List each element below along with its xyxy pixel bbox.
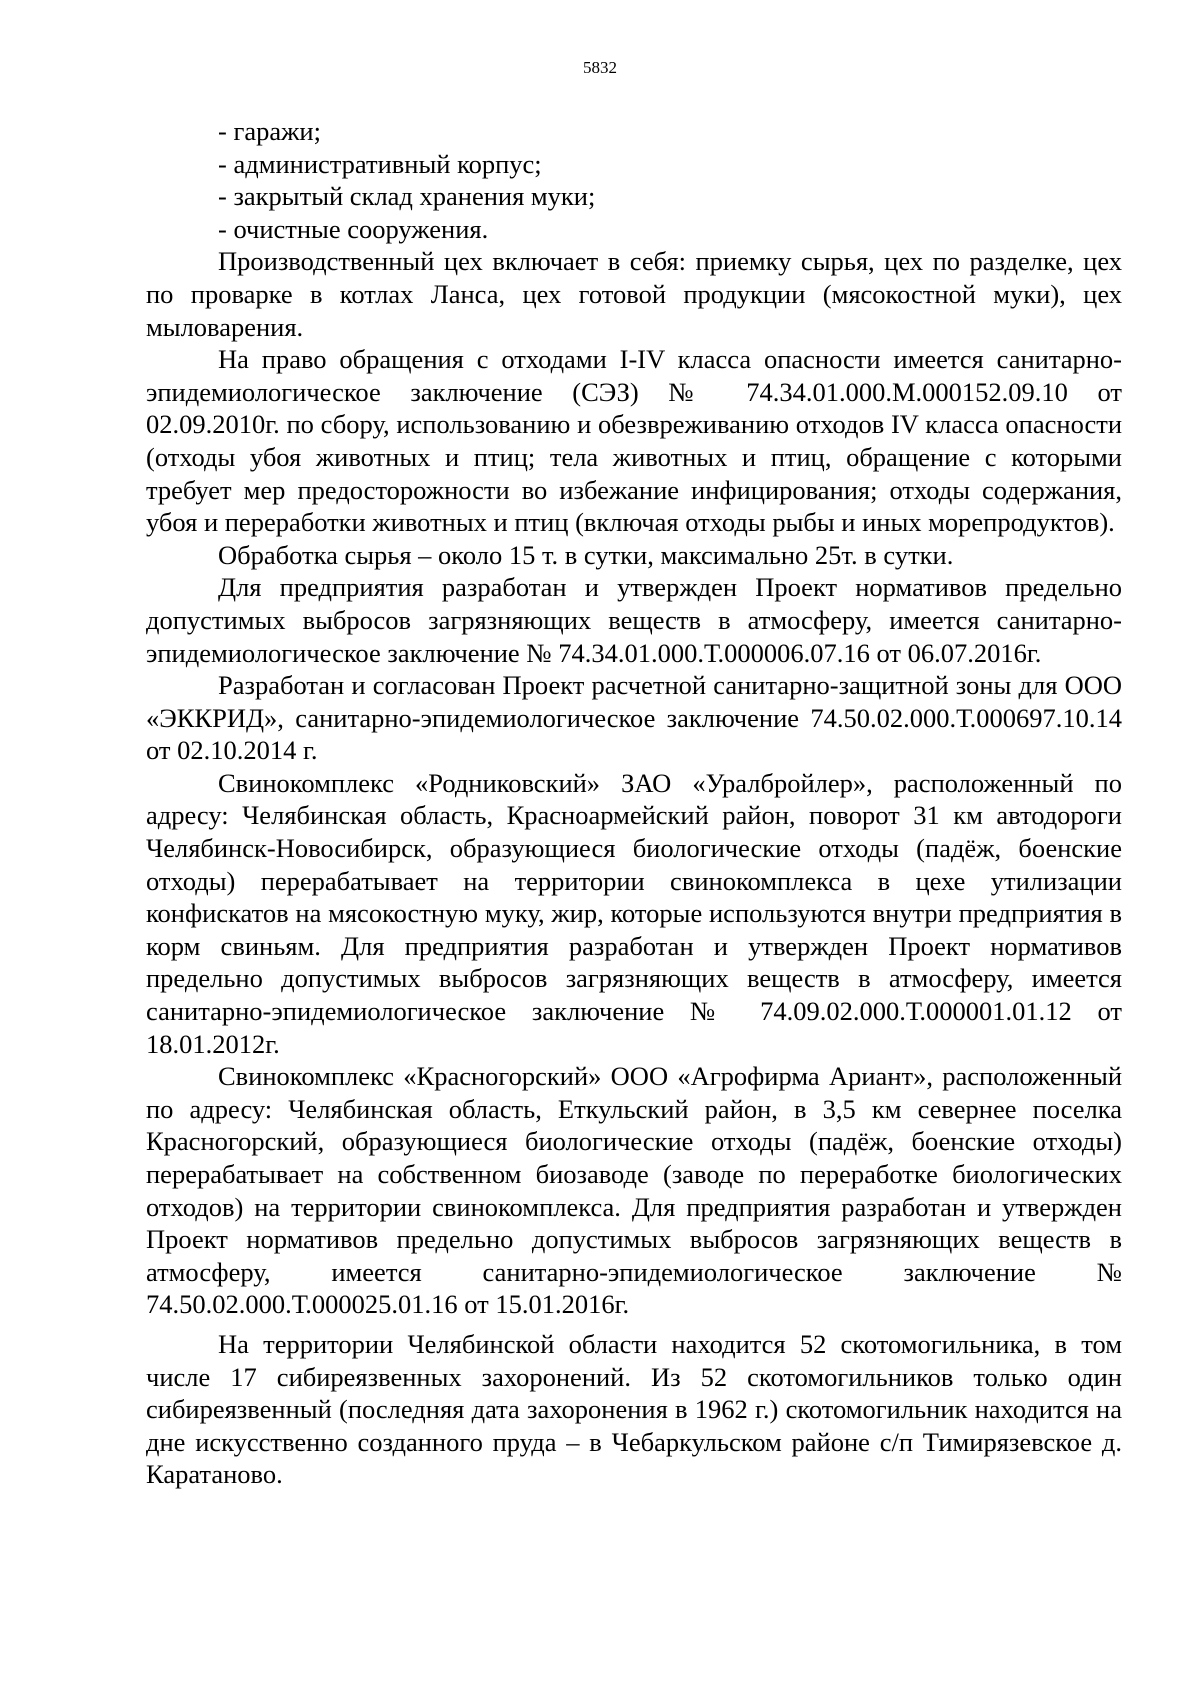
page-content [146,115,1122,1491]
page-number: 5832 [583,58,617,77]
list-item-admin-building: - административный корпус; [218,148,542,179]
paragraph-production-shop: Производственный цех включает в себя: приемку сырья, цех по разделке, цех по проварке в котлах Ланса, цех готовой продукции (мясокостной муки), цех мыловарения. [146,246,1122,342]
list-item-garages: - гаражи; [218,116,321,146]
paragraph-raw-processing: Обработка сырья – около 15 т. в сутки, максимально 25т. в сутки. [218,539,954,570]
list-item-flour-warehouse: - закрытый склад хранения муки; [218,181,596,212]
list-item-treatment-facilities: - очистные сооружения. [218,213,489,244]
paragraph-cattle-burial-grounds: На территории Челябинской области находится 52 скотомогильника, в том числе 17 сибиреязвенных захоронений. Из 52 скотомогильников только один сибиреязвенный (последняя дата захоронения в 1962 г.) скотомогильник находится на дне искусственно созданного пруда – в Чебаркульском районе с/п Тимирязевское д. Каратаново. [146,1328,1122,1490]
paragraph-waste-handling-license: На право обращения с отходами I-IV класса опасности имеется санитарно-эпидемиологическое заключение (СЭЗ) № 74.34.01.000.М.000152.09.10 от 02.09.2010г. по сбору, использованию и обезвреживанию отходов IV класса опасности (отходы убоя животных и птиц; тела животных и птиц, обращение с которыми требует мер предосторожности во избежание инфицирования; отходы содержания, убоя и переработки животных и птиц (включая отходы рыбы и иных морепродуктов). [146,344,1122,538]
paragraph-sanitary-zone: Разработан и согласован Проект расчетной санитарно-защитной зоны для ООО «ЭККРИД», санитарно-эпидемиологическое заключение 74.50.02.000.Т.000697.10.14 от 02.10.2014 г. [146,670,1122,766]
paragraph-krasnogorsky-complex: Свинокомплекс «Красногорский» ООО «Агрофирма Ариант», расположенный по адресу: Челябинская область, Еткульский район, в 3,5 км севернее поселка Красногорский, образующиеся биологические отходы (падёж, боенские отходы) перерабатывает на собственном биозаводе (заводе по переработке биологических отходов) на территории свинокомплекса. Для предприятия разработан и утвержден Проект нормативов предельно допустимых выбросов загрязняющих веществ в атмосферу, имеется санитарно-эпидемиологическое заключение № 74.50.02.000.Т.000025.01.16 от 15.01.2016г. [146,1061,1122,1320]
paragraph-rodnikovsky-complex: Свинокомплекс «Родниковский» ЗАО «Уралбройлер», расположенный по адресу: Челябинская область, Красноармейский район, поворот 31 км автодороги Челябинск-Новосибирск, образующиеся биологические отходы (падёж, боенские отходы) перерабатывает на территории свинокомплекса в цехе утилизации конфискатов на мясокостную муку, жир, которые используются внутри предприятия в корм свиньям. Для предприятия разработан и утвержден Проект нормативов предельно допустимых выбросов загрязняющих веществ в атмосферу, имеется санитарно-эпидемиологическое заключение № 74.09.02.000.Т.000001.01.12 от 18.01.2012г. [146,767,1122,1059]
paragraph-emission-standards: Для предприятия разработан и утвержден Проект нормативов предельно допустимых выбросов загрязняющих веществ в атмосферу, имеется санитарно-эпидемиологическое заключение № 74.34.01.000.Т.000006.07.16 от 06.07.2016г. [146,572,1122,668]
